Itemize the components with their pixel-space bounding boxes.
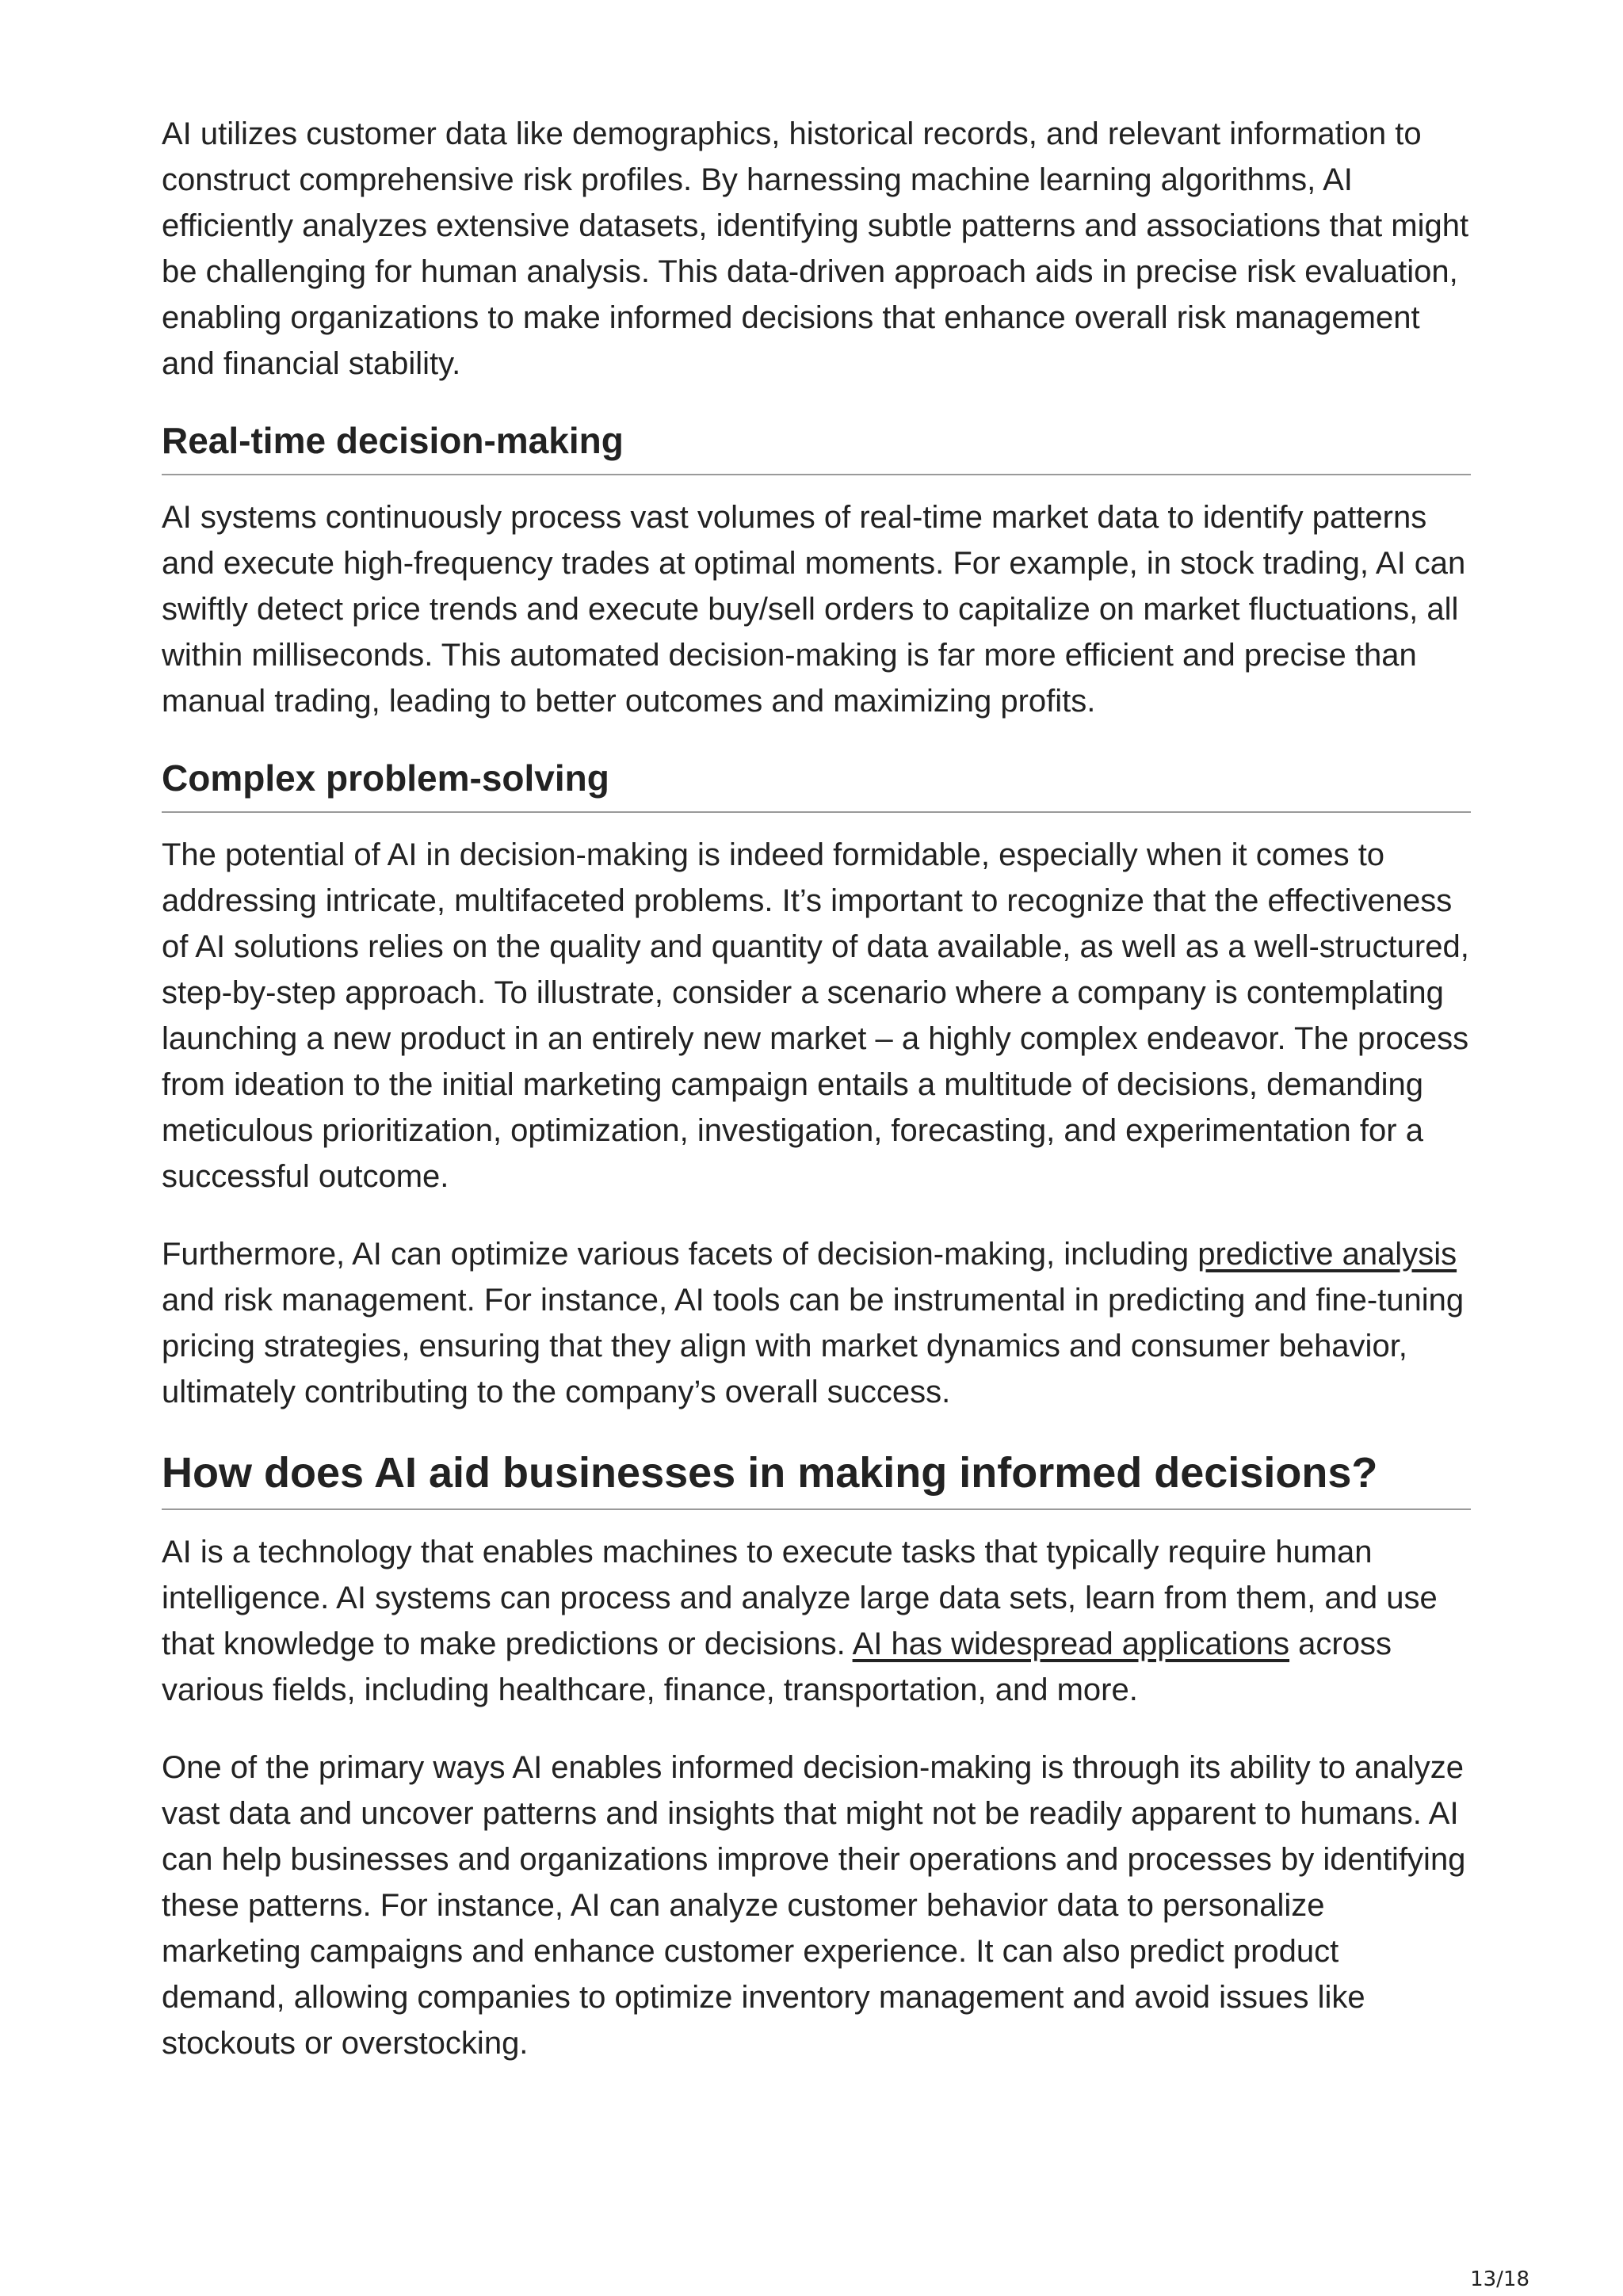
intro-paragraph: AI utilizes customer data like demographics, historical records, and relevant information to construct comprehensive risk profiles. By harnessing machine learning algorithms, AI efficiently analyzes extensive datasets, identifying subtle patterns and associations that might be challenging for human analysis. This data-driven approach aids in precise risk evaluation, enabling organizations to make informed decisions that enhance overall risk management and financial stability. <box>162 116 1469 381</box>
how-does-ai-paragraph-1-end: across various fields, including healthcare, finance, transportation, and more. <box>162 1627 1392 1707</box>
complex-paragraph-2-end: and risk management. For instance, AI tools can be instrumental in predicting and fine-tuning pricing strategies, ensuring that they align with market dynamics and consumer behavior, ultimately contributing to the company’s overall success. <box>162 1283 1465 1409</box>
complex-paragraph-2 <box>162 1231 1471 1415</box>
complex-paragraph-2-start: Furthermore, AI can optimize various facets of decision-making, including <box>162 1237 1198 1272</box>
realtime-heading: Real-time decision-making <box>162 418 1471 475</box>
how-does-ai-heading: How does AI aid businesses in making informed decisions? <box>162 1447 1471 1510</box>
predictive-analysis-link[interactable]: predictive analysis <box>1197 1237 1457 1272</box>
document-page <box>162 111 1471 2098</box>
how-does-ai-paragraph-2: One of the primary ways AI enables informed decision-making is through its ability to analyze vast data and uncover patterns and insights that might not be readily apparent to humans. AI can help businesses and organizations improve their operations and processes by identifying these patterns. For instance, AI can analyze customer behavior data to personalize marketing campaigns and enhance customer experience. It can also predict product demand, allowing companies to optimize inventory management and avoid issues like stockouts or overstocking. <box>162 1750 1466 2061</box>
ai-applications-link[interactable]: AI has widespread applications <box>852 1627 1290 1661</box>
complex-heading: Complex problem-solving <box>162 756 1471 813</box>
realtime-paragraph: AI systems continuously process vast volumes of real-time market data to identify patterns and execute high-frequency trades at optimal moments. For example, in stock trading, AI can swiftly detect price trends and execute buy/sell orders to capitalize on market fluctuations, all within milliseconds. This automated decision-making is far more efficient and precise than manual trading, leading to better outcomes and maximizing profits. <box>162 500 1466 719</box>
page-number: 13/18 <box>1470 2267 1529 2291</box>
how-does-ai-paragraph-1-start: AI is a technology that enables machines to execute tasks that typically require human intelligence. AI systems can process and analyze large data sets, learn from them, and use that knowledge to make predictions or decisions. <box>162 1535 1438 1661</box>
how-does-ai-paragraph-1 <box>162 1529 1471 1713</box>
complex-paragraph-1: The potential of AI in decision-making is indeed formidable, especially when it comes to addressing intricate, multifaceted problems. It’s important to recognize that the effectiveness of AI solutions relies on the quality and quantity of data available, as well as a well-structured, step-by-step approach. To illustrate, consider a scenario where a company is contemplating launching a new product in an entirely new market – a highly complex endeavor. The process from ideation to the initial marketing campaign entails a multitude of decisions, demanding meticulous prioritization, optimization, investigation, forecasting, and experimentation for a successful outcome. <box>162 837 1469 1194</box>
